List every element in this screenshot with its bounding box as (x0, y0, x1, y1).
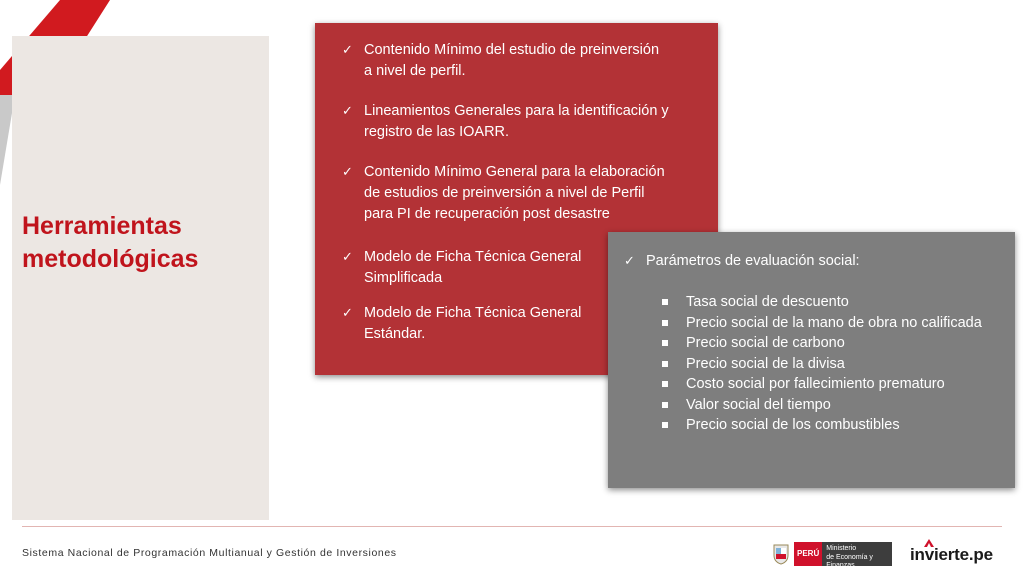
ministry-logo (772, 542, 892, 569)
check-icon: ✓ (624, 254, 635, 269)
ministry-name-line1: Ministerio (826, 545, 857, 552)
footer-system-name: Sistema Nacional de Programación Multianual y Gestión de Inversiones (22, 547, 397, 559)
list-item-text: Estándar. (364, 326, 426, 342)
section-title (22, 210, 198, 276)
peru-shield-icon (772, 543, 790, 565)
social-parameters-heading-text: Parámetros de evaluación social: (646, 253, 860, 269)
list-item-text: Costo social por fallecimiento prematuro (686, 376, 945, 392)
square-bullet-icon (662, 299, 668, 305)
ministry-name-line2: de Economía y Finanzas (826, 553, 873, 569)
list-item (662, 415, 982, 436)
list-item-text: Precio social de los combustibles (686, 417, 900, 433)
square-bullet-icon (662, 361, 668, 367)
list-item (662, 292, 982, 313)
ministry-name (822, 542, 892, 569)
list-item-text: de estudios de preinversión a nivel de Perfil (364, 185, 645, 201)
list-item-text: Precio social de la divisa (686, 355, 845, 372)
list-item-text: a nivel de perfil. (364, 63, 466, 79)
list-item-text: Modelo de Ficha Técnica General (364, 305, 582, 321)
footer-divider (22, 526, 1002, 527)
list-item (342, 40, 659, 82)
list-item (662, 395, 982, 416)
social-parameters-heading (624, 251, 860, 272)
list-item-text: Contenido Mínimo del estudio de preinversión (364, 42, 660, 58)
check-icon: ✓ (342, 165, 353, 180)
check-icon: ✓ (342, 306, 353, 321)
square-bullet-icon (662, 320, 668, 326)
check-icon: ✓ (342, 250, 353, 265)
check-icon: ✓ (342, 104, 353, 119)
list-item (662, 313, 982, 334)
list-item-text: Contenido Mínimo General para la elaboración (364, 164, 665, 180)
list-item-text: Precio social de carbono (686, 335, 845, 351)
list-item-text: Simplificada (364, 270, 443, 286)
list-item (662, 333, 982, 354)
list-item (662, 354, 982, 375)
list-item (342, 101, 669, 143)
list-item-text: Valor social del tiempo (686, 396, 831, 413)
list-item-text: Lineamientos Generales para la identificación y (364, 103, 669, 119)
list-item (342, 162, 665, 225)
square-bullet-icon (662, 340, 668, 346)
list-item-text: Precio social de la mano de obra no calificada (686, 314, 982, 331)
list-item-text: para PI de recuperación post desastre (364, 206, 610, 222)
square-bullet-icon (662, 422, 668, 428)
list-item-text: Tasa social de descuento (686, 294, 849, 310)
social-parameters-list (662, 292, 982, 436)
square-bullet-icon (662, 381, 668, 387)
left-panel (12, 36, 269, 520)
invierte-logo: invierte.pe (910, 545, 993, 564)
list-item (662, 374, 982, 395)
square-bullet-icon (662, 402, 668, 408)
list-item (342, 303, 581, 345)
list-item-text: registro de las IOARR. (364, 124, 510, 140)
section-title-line2: metodológicas (22, 245, 199, 273)
peru-label: PERÚ (794, 542, 822, 566)
section-title-line1: Herramientas (22, 212, 182, 240)
list-item (342, 247, 581, 289)
check-icon: ✓ (342, 43, 353, 58)
list-item-text: Modelo de Ficha Técnica General (364, 249, 582, 265)
